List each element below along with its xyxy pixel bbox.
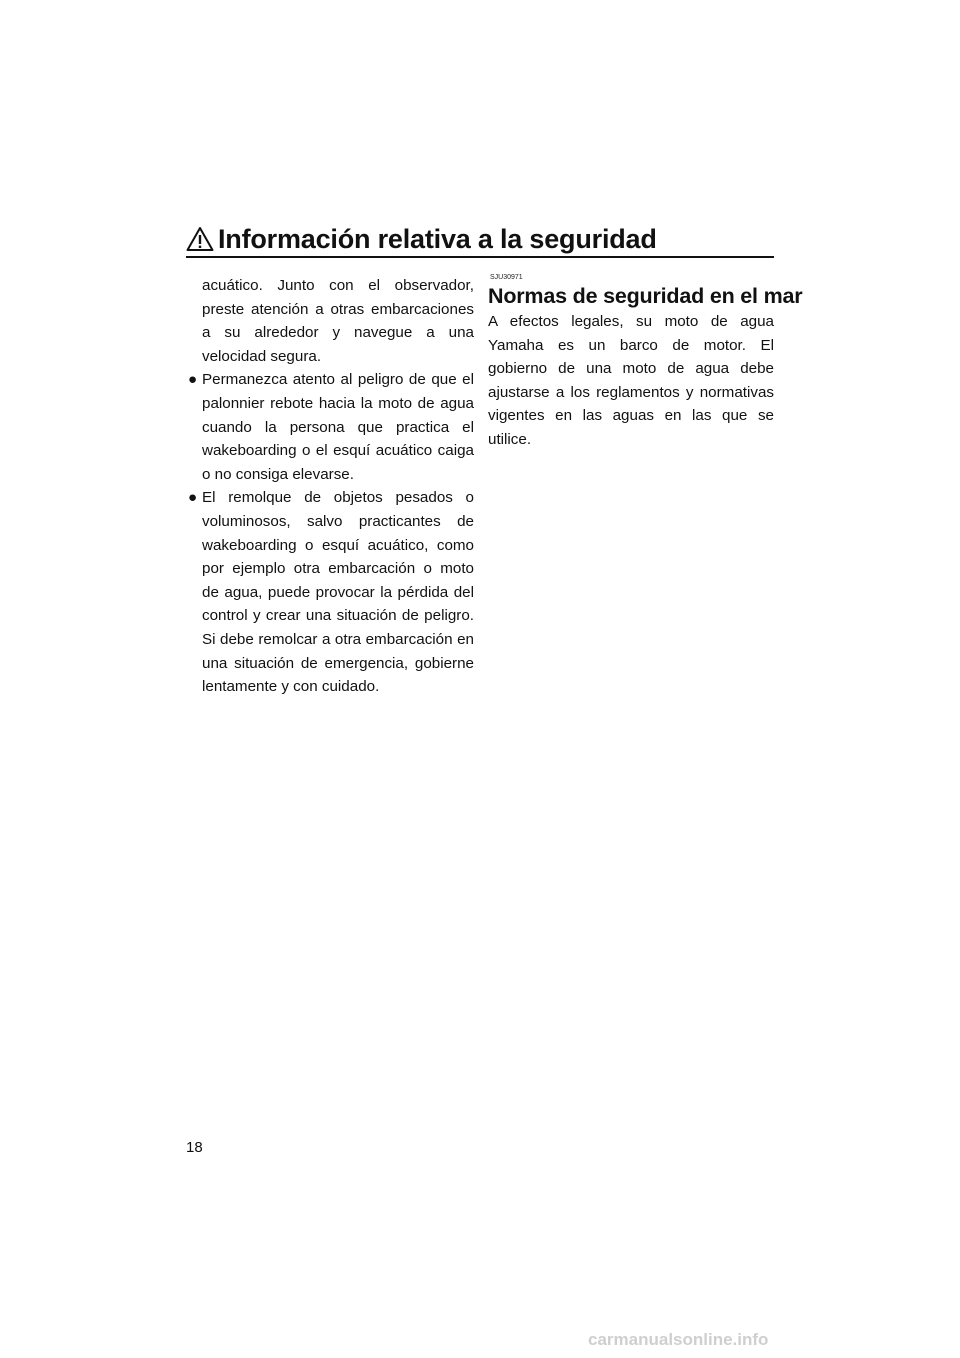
section-code: SJU30971 [490, 274, 523, 281]
page-header [186, 222, 774, 258]
bullet-text: El remolque de objetos pesados o voluminosos, salvo practicantes de wakeboarding o esquí acuático, como por ejemplo otra embarcación o moto de agua, puede provocar la pérdida del control y crear una situación de peligro. Si debe remolcar a otra embarcación en una situación de emergencia, gobierne lentamente y con cuidado. [202, 489, 474, 696]
bullet-text: Permanezca atento al peligro de que el palonnier rebote hacia la moto de agua cuando la persona que practica el wakeboarding o el esquí acuático caiga o no consiga elevarse. [202, 371, 474, 483]
page-number: 18 [186, 1139, 203, 1156]
bullet-item [188, 486, 474, 698]
section-title: Normas de seguridad en el mar [488, 284, 803, 308]
bullet-icon: ● [188, 371, 198, 389]
page-title: Información relativa a la seguridad [218, 224, 657, 254]
bullet-item [188, 368, 474, 486]
watermark: carmanualsonline.info [588, 1330, 769, 1349]
section-body: A efectos legales, su moto de agua Yamaha es un barco de motor. El gobierno de una moto de agua debe ajustarse a los reglamentos y normativas vigentes en las aguas en las que se utilice. [488, 313, 774, 448]
bullet-icon: ● [188, 489, 198, 507]
left-column [188, 274, 474, 699]
right-column [488, 274, 803, 452]
continuation-paragraph: acuático. Junto con el observador, preste atención a otras embarcaciones a su alrededor y navegue a una velocidad segura. [202, 277, 474, 365]
warning-triangle-icon [186, 226, 214, 252]
